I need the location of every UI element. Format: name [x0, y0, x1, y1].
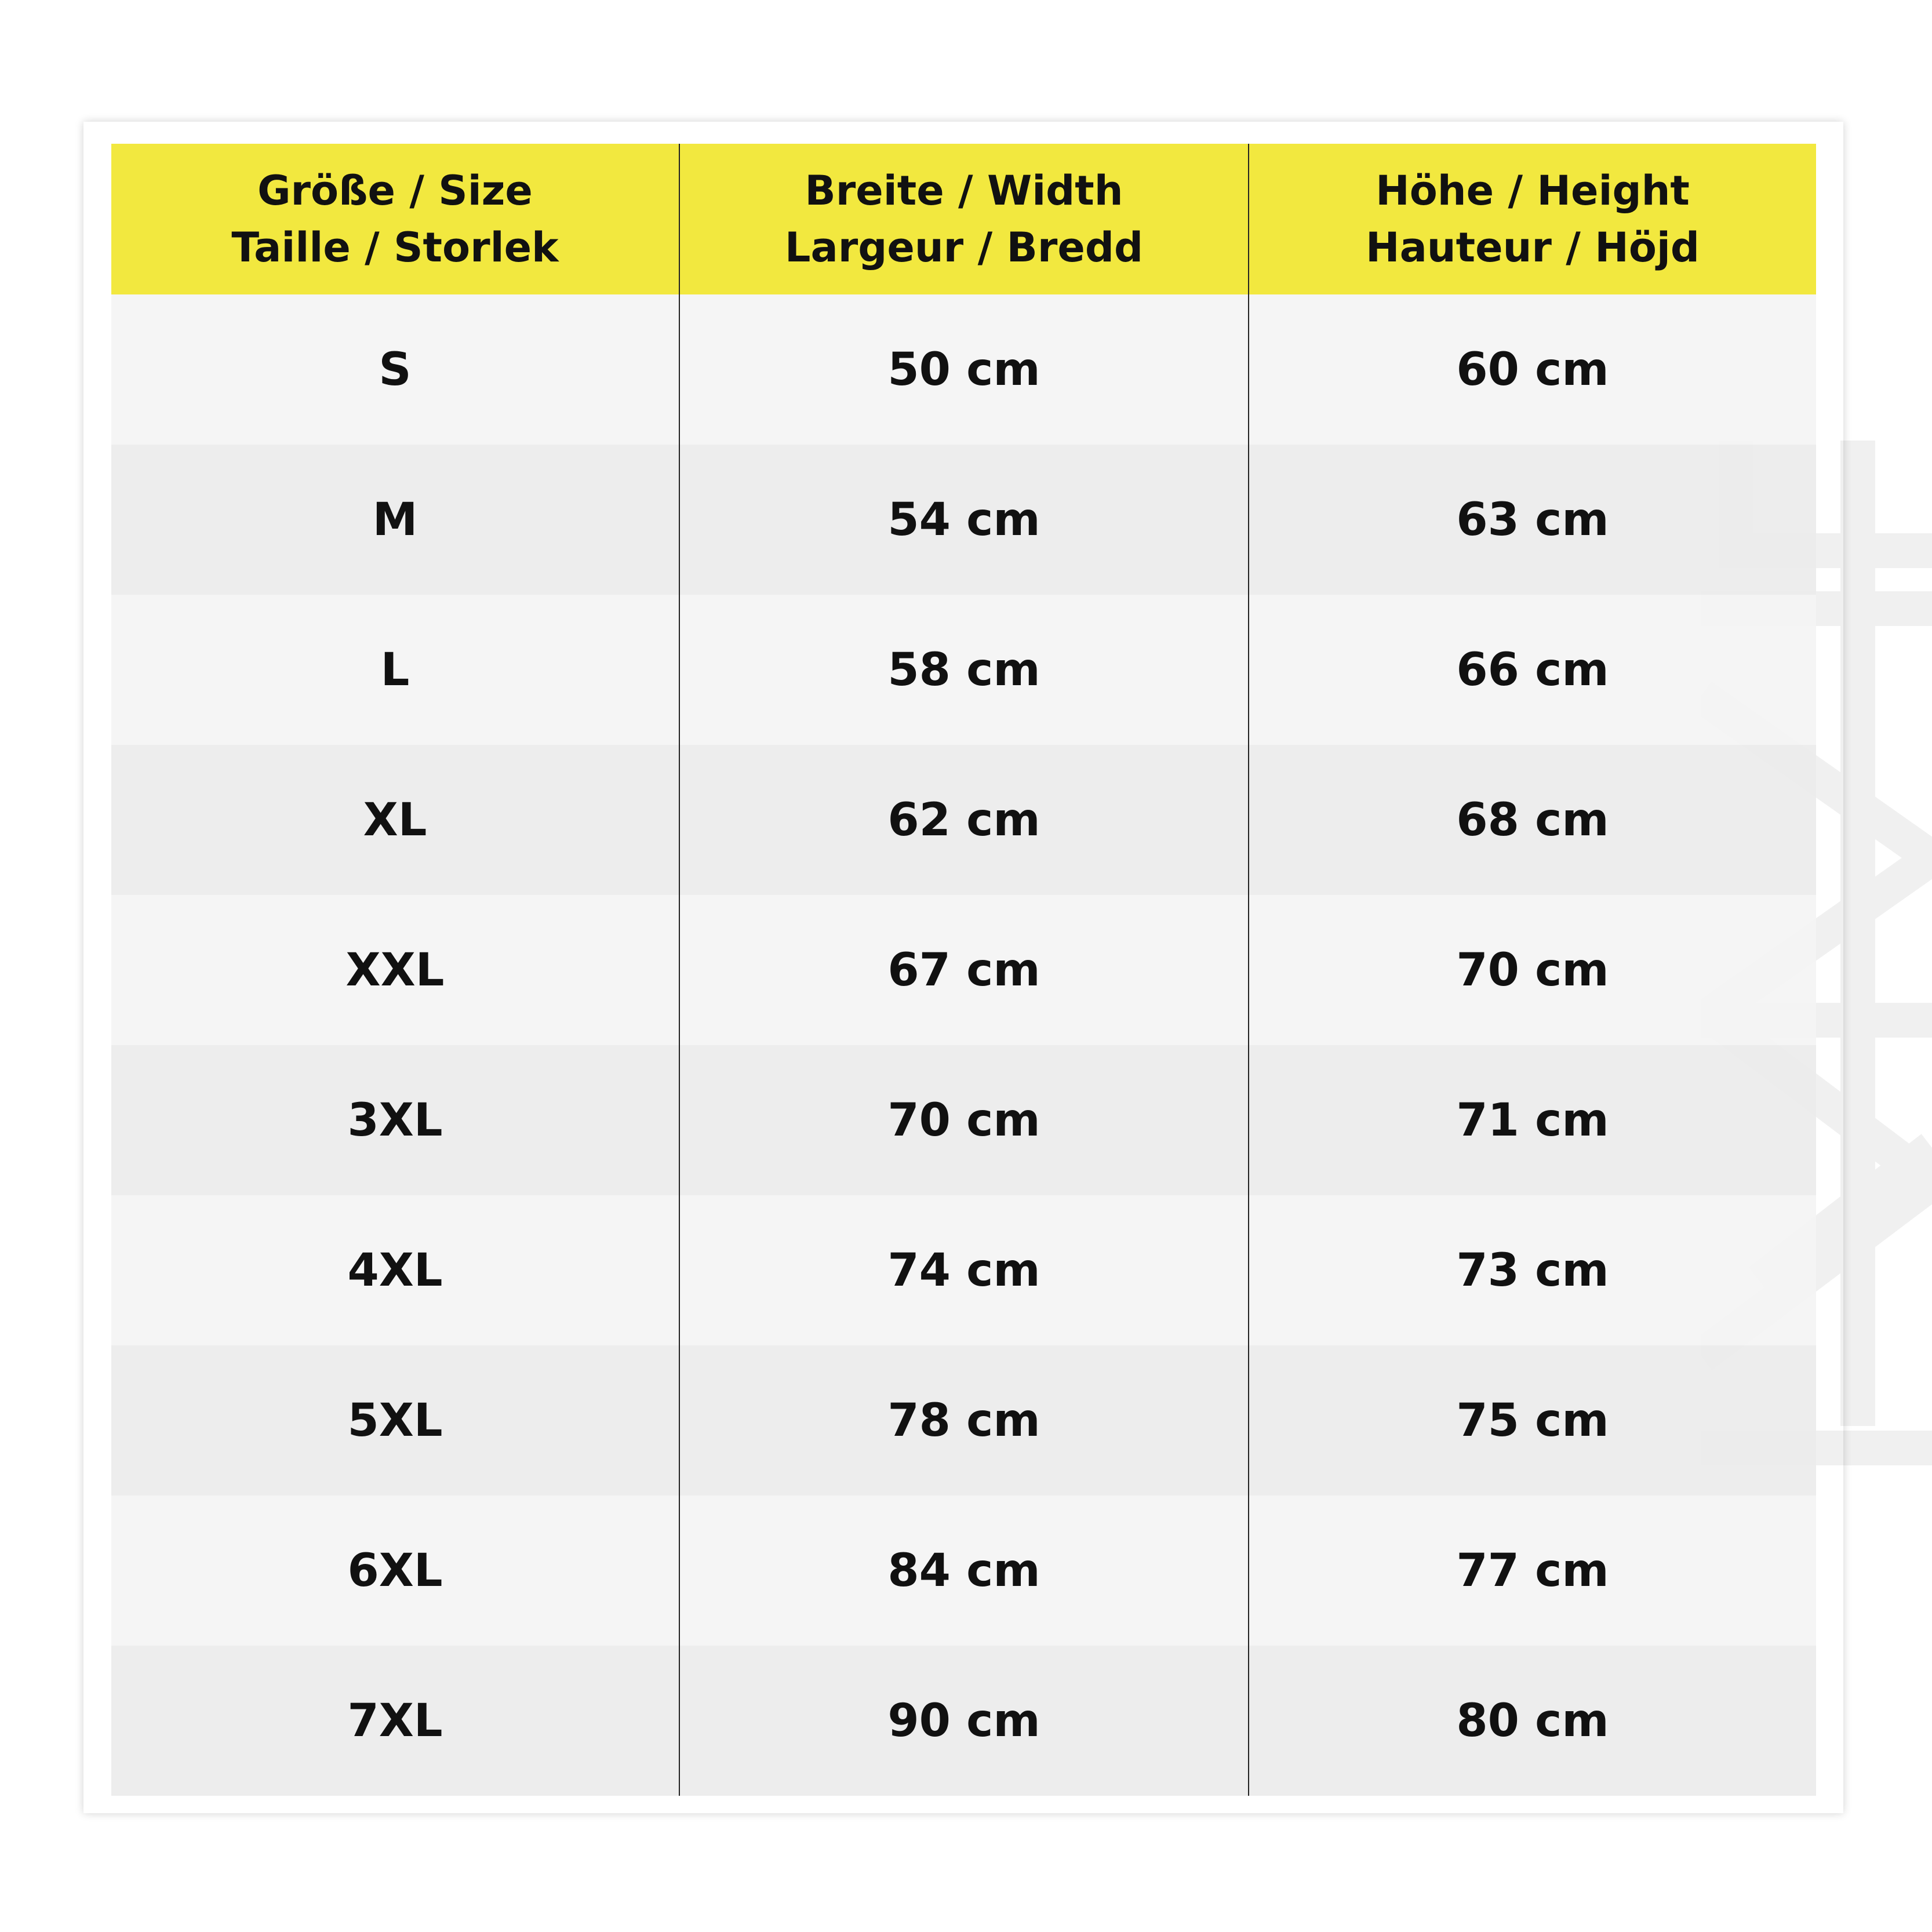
height-cell: 70 cm	[1249, 895, 1816, 1045]
height-cell: 77 cm	[1249, 1496, 1816, 1646]
size-cell: 7XL	[111, 1646, 679, 1796]
height-cell: 71 cm	[1249, 1045, 1816, 1195]
height-cell: 60 cm	[1249, 294, 1816, 445]
table-row	[111, 745, 1816, 895]
size-cell: 6XL	[111, 1496, 679, 1646]
size-cell: 4XL	[111, 1195, 679, 1345]
size-table	[111, 144, 1816, 1796]
width-cell: 50 cm	[679, 294, 1249, 445]
height-cell: 66 cm	[1249, 595, 1816, 745]
header-height-line2: Hauteur / Höjd	[1365, 224, 1700, 271]
header-size	[111, 144, 679, 294]
height-cell: 73 cm	[1249, 1195, 1816, 1345]
height-cell: 75 cm	[1249, 1345, 1816, 1496]
table-row	[111, 294, 1816, 445]
table-row	[111, 1345, 1816, 1496]
height-cell: 63 cm	[1249, 445, 1816, 595]
size-cell: S	[111, 294, 679, 445]
table-row	[111, 895, 1816, 1045]
size-cell: 5XL	[111, 1345, 679, 1496]
header-height	[1249, 144, 1816, 294]
size-cell: 3XL	[111, 1045, 679, 1195]
header-size-line2: Taille / Storlek	[231, 224, 559, 271]
header-width	[679, 144, 1249, 294]
width-cell: 90 cm	[679, 1646, 1249, 1796]
height-cell: 80 cm	[1249, 1646, 1816, 1796]
size-cell: M	[111, 445, 679, 595]
width-cell: 62 cm	[679, 745, 1249, 895]
table-row	[111, 1496, 1816, 1646]
width-cell: 67 cm	[679, 895, 1249, 1045]
size-cell: XL	[111, 745, 679, 895]
width-cell: 84 cm	[679, 1496, 1249, 1646]
size-cell: L	[111, 595, 679, 745]
header-width-line1: Breite / Width	[805, 167, 1123, 214]
width-cell: 70 cm	[679, 1045, 1249, 1195]
header-height-line1: Höhe / Height	[1376, 167, 1690, 214]
height-cell: 68 cm	[1249, 745, 1816, 895]
table-row	[111, 595, 1816, 745]
table-row	[111, 1646, 1816, 1796]
width-cell: 58 cm	[679, 595, 1249, 745]
header-row	[111, 144, 1816, 294]
width-cell: 74 cm	[679, 1195, 1249, 1345]
width-cell: 54 cm	[679, 445, 1249, 595]
width-cell: 78 cm	[679, 1345, 1249, 1496]
table-row	[111, 1045, 1816, 1195]
size-cell: XXL	[111, 895, 679, 1045]
table-row	[111, 1195, 1816, 1345]
header-size-line1: Größe / Size	[257, 167, 533, 214]
header-width-line2: Largeur / Bredd	[784, 224, 1144, 271]
table-row	[111, 445, 1816, 595]
